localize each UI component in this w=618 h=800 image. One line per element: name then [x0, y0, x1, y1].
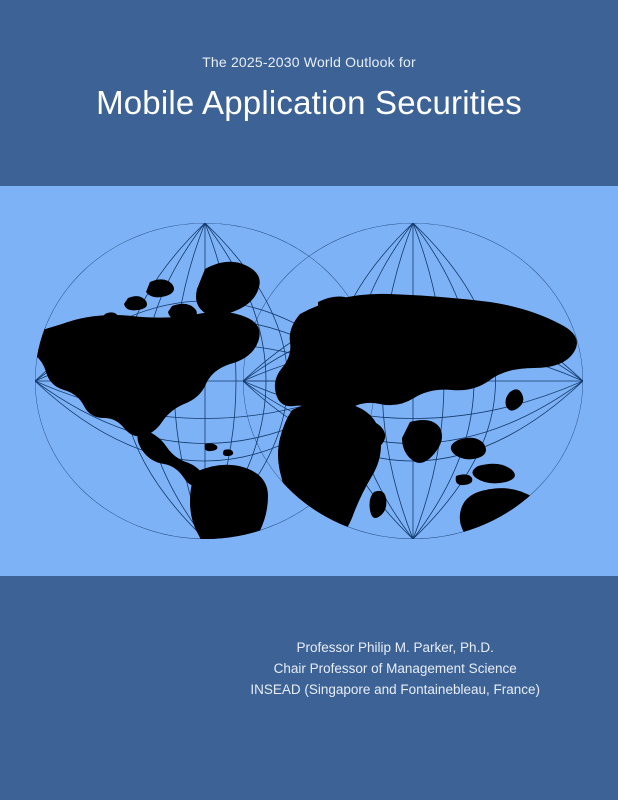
world-map-icon: [0, 186, 618, 576]
series-line: The 2025-2030 World Outlook for: [202, 54, 416, 70]
author-affiliation: INSEAD (Singapore and Fontainebleau, France): [250, 681, 540, 697]
title-band: [0, 0, 618, 186]
author-band: [0, 576, 618, 800]
author-role: Chair Professor of Management Science: [273, 660, 517, 676]
author-name: Professor Philip M. Parker, Ph.D.: [296, 640, 494, 655]
author-block: [250, 638, 540, 701]
page-title: Mobile Application Securities: [96, 84, 522, 121]
globe-illustration-panel: [0, 186, 618, 576]
